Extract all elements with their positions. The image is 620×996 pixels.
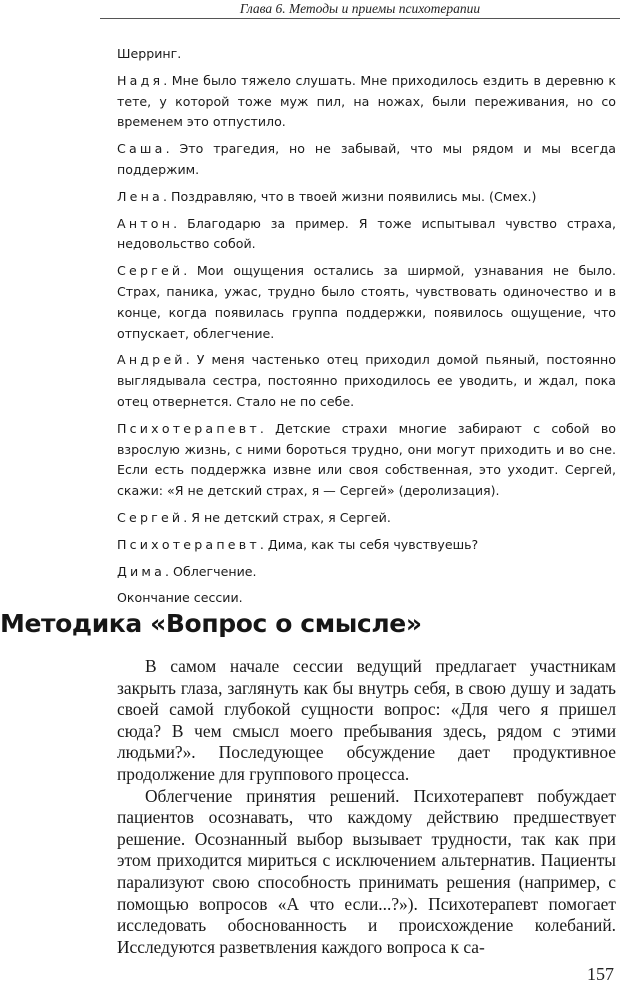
dialogue-line bbox=[117, 419, 616, 502]
speaker-name: Сергей bbox=[117, 509, 184, 525]
dialogue-line bbox=[117, 508, 616, 529]
body-text bbox=[117, 656, 616, 958]
body-paragraph: Облегчение принятия решений. Психотерапевт побуждает пациентов осознавать, что каждому действию предшествует решение. Осознанный выбор вызывает трудности, так как при этом приходится мириться с исключением альтернатив. Пациенты парализуют свою способность принимать решения (например, с помощью вопросов «А что если...?»). Психотерапевт помогает исследовать обоснованность и происхождение колебаний. Исследуются разветвления каждого вопроса к са- bbox=[117, 785, 616, 957]
dialogue-block bbox=[117, 44, 616, 615]
dialogue-line bbox=[117, 350, 616, 412]
dialogue-line bbox=[117, 44, 616, 65]
dialogue-text: Окончание сессии. bbox=[117, 590, 243, 606]
dialogue-text: . Это трагедия, но не забывай, что мы рядом и мы всегда поддержим. bbox=[117, 141, 616, 177]
dialogue-line bbox=[117, 187, 616, 208]
dialogue-text: . Благодарю за пример. Я тоже испытывал чувство страха, недовольство собой. bbox=[117, 215, 616, 252]
dialogue-text: . Я не детский страх, я Сергей. bbox=[183, 509, 391, 525]
dialogue-line bbox=[117, 71, 616, 133]
speaker-name: Антон bbox=[117, 215, 174, 231]
page-number: 157 bbox=[587, 964, 614, 984]
section-title: Методика «Вопрос о смысле» bbox=[0, 609, 422, 638]
running-header: Глава 6. Методы и приемы психотерапии bbox=[100, 0, 620, 19]
dialogue-text: . У меня частенько отец приходил домой пьяный, постоянно выглядывала сестра, постоянно приходилось ее уводить, и ждал, пока отец отвернется. Стало не по себе. bbox=[117, 352, 616, 409]
dialogue-line bbox=[117, 214, 616, 256]
body-paragraph: В самом начале сессии ведущий предлагает участникам закрыть глаза, заглянуть как бы внутрь себя, в свою душу и задать своей самой глубокой сущности вопрос: «Для чего я пришел сюда? В чем смысл моего пребывания здесь, рядом с этими людьми?». Последующее обсуждение дает продуктивное продолжение для группового процесса. bbox=[117, 656, 616, 784]
speaker-name: Надя bbox=[117, 72, 164, 88]
dialogue-text: . Мои ощущения остались за ширмой, узнавания не было. Страх, паника, ужас, трудно было стоять, чувствовать одиночество и в конце, когда появилась группа поддержки, появилось ощущение, что отпускает, облегчение. bbox=[117, 263, 616, 341]
dialogue-text: Шерринг. bbox=[117, 46, 182, 61]
dialogue-text: . Дима, как ты себя чувствуешь? bbox=[259, 536, 479, 552]
dialogue-text: . Поздравляю, что в твоей жизни появились мы. (Смех.) bbox=[162, 188, 537, 204]
dialogue-line bbox=[117, 562, 616, 583]
dialogue-line bbox=[117, 139, 616, 181]
speaker-name: Дима bbox=[117, 563, 166, 579]
speaker-name: Сергей bbox=[117, 263, 184, 279]
dialogue-text: . Детские страхи многие забирают с собой во взрослую жизнь, с ними бороться трудно, они могут приходить и во сне. Если есть поддержка извне или своя собственная, это уходит. Сергей, скажи: «Я не детский страх, я — Сергей» (деролизация). bbox=[117, 420, 616, 499]
speaker-name: Саша bbox=[117, 141, 166, 157]
speaker-name: Лена bbox=[117, 188, 163, 204]
speaker-name: Психотерапевт bbox=[117, 420, 260, 436]
dialogue-text: . Мне было тяжело слушать. Мне приходилось ездить в деревню к тете, у которой тоже муж пил, на ножах, были переживания, но со временем это отпустило. bbox=[117, 72, 616, 130]
dialogue-line bbox=[117, 535, 616, 556]
speaker-name: Андрей bbox=[117, 352, 186, 368]
dialogue-text: . Облегчение. bbox=[165, 563, 257, 579]
speaker-name: Психотерапевт bbox=[117, 536, 260, 552]
dialogue-line bbox=[117, 261, 616, 344]
